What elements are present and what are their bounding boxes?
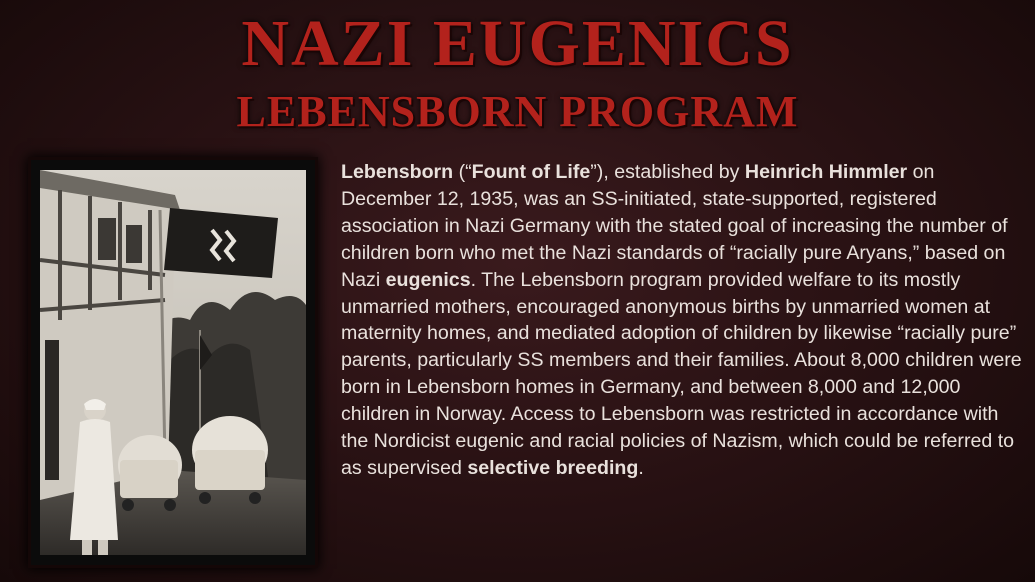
term-eugenics: eugenics — [385, 268, 471, 291]
text-segment: (“ — [453, 161, 472, 183]
text-segment: . — [638, 456, 644, 479]
title-line-2: LEBENSBORN PROGRAM — [236, 87, 799, 136]
text-segment: on December 12, 1935, was an SS-initiated, state-supported, registered association in Nazi Germany with the stated goal of increasing the number of children born who met the Nazi standards of “racially pure Aryans,” based on Nazi — [341, 161, 1008, 291]
title-line-1: NAZI EUGENICS — [241, 7, 794, 80]
historical-photo — [40, 170, 306, 555]
photo-illustration — [40, 170, 306, 555]
term-lebensborn: Lebensborn — [341, 161, 454, 183]
term-heinrich-himmler: Heinrich Himmler — [744, 161, 908, 183]
photo-frame — [31, 160, 315, 565]
text-segment: ”), established by — [590, 161, 745, 183]
body-paragraph — [341, 159, 1029, 482]
text-segment: . The Lebensborn program provided welfare to its mostly unmarried mothers, encouraged anonymous births by unmarried women at maternity homes, and mediated adoption of children by likewise “racially pure” parents, particularly SS members and their families. About 8,000 children were born in Lebensborn homes in Germany, and between 8,000 and 12,000 children in Norway. Access to Lebensborn was restricted in accordance with the Nordicist eugenic and racial policies of Nazism, which could be referred to as supervised — [341, 268, 1022, 479]
term-selective-breeding: selective breeding — [467, 456, 639, 479]
term-fount-of-life: Fount of Life — [471, 161, 591, 183]
